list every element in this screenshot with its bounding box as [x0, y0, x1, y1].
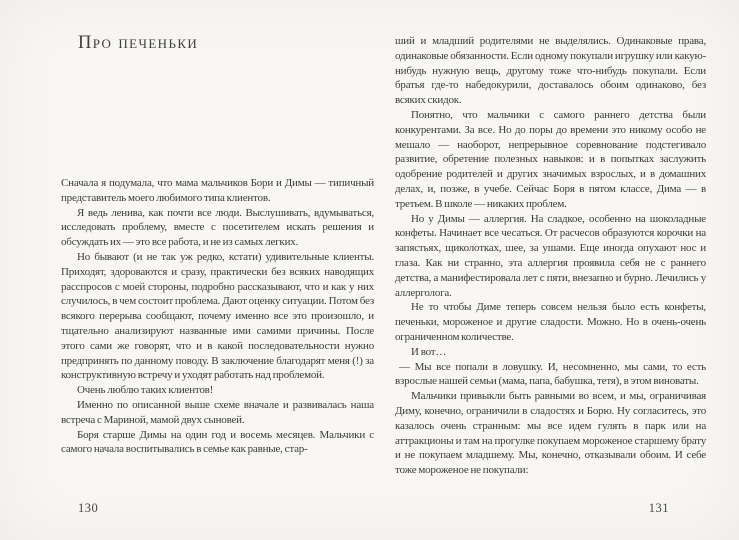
left-page-body-text	[61, 176, 374, 457]
page-number-right: 131	[648, 501, 669, 515]
paragraph: Понятно, что мальчики с самого раннего детства были конкурентами. За все. Но до поры до времени это никому особо не мешало — наоборот, непрерывное соревнование подстегивало развитие, обретение полезных навыков: и в попытках заслужить одобрение родителей и других значимых взрослых, и в домашних делах, и, позже, в учебе. Сейчас Боря в пятом классе, Дима — в третьем. В школе — никаких проблем.	[395, 108, 706, 210]
right-page	[395, 0, 706, 540]
paragraph: Мальчики привыкли быть равными во всем, и мы, ограничивая Диму, конечно, ограничили в сладостях и Борю. Ну согласитесь, это казалось очень странным: мы все идем гулять в парк или на аттракционы и там на прогулке покупаем мороженое старшему брату и не покупаем младшему. Мы, конечно, отказывали обоим. И себе тоже мороженое не покупали:	[395, 390, 706, 477]
paragraph: Очень люблю таких клиентов!	[77, 384, 214, 397]
paragraph: Но бывают (и не так уж редко, кстати) удивительные клиенты. Приходят, здороваются и сразу, практически без всяких наводящих расспросов с моей стороны, подробно рассказывают, что и как у них случилось, в чем состоит проблема. Дают оценку ситуации. Потом без всякого перерыва сообщают, почему именно все это произошло, и тщательно анализируют названные ими самими причины. После этого сами же говорят, что и в какой последовательности нужно предпринять по данному поводу. В заключение благодарят меня (!) за конструктивную встречу и уходят работать над проблемой.	[61, 250, 374, 382]
paragraph: Именно по описанной выше схеме вначале и развивалась наша встреча с Мариной, мамой двух сыновей.	[61, 398, 374, 426]
paragraph: Боря старше Димы на один год и восемь месяцев. Мальчики с самого начала воспитывались в семье как равные, стар-	[61, 428, 374, 456]
paragraph: Но у Димы — аллергия. На сладкое, особенно на шоколадные конфеты. Начинает все чесаться. От расчесов образуются корочки на запястьях, щиколотках, шее, за ушами. Еще иногда опухают нос и глаза. Как ни странно, эта аллергия проявила себя не с раннего детства, а манифестировала лет с пяти, внезапно и бурно. Лечились у аллерголога.	[395, 212, 706, 299]
page-number-left: 130	[78, 501, 99, 515]
paragraph: — Мы все попали в ловушку. И, несомненно, мы сами, то есть взрослые нашей семьи (мама, папа, бабушка, тетя), в этом виноваты.	[395, 360, 706, 388]
chapter-title: Про печеньки	[78, 33, 199, 53]
paragraph: Я ведь ленива, как почти все люди. Выслушивать, вдумываться, исследовать проблему, вместе с посетителем искать решения и обсуждать их — это все работа, и не из самых легких.	[61, 206, 374, 249]
paragraph: Сначала я подумала, что мама мальчиков Бори и Димы — типичный представитель моего любимого типа клиентов.	[61, 177, 374, 204]
paragraph: Не то чтобы Диме теперь совсем нельзя было есть конфеты, печеньки, мороженое и другие сладости. Можно. Но в очень-очень ограниченном количестве.	[395, 301, 706, 343]
paragraph: ший и младший родителями не выделялись. Одинаковые права, одинаковые обязанности. Если одному покупали игрушку или какую-нибудь нужную вещь, другому тоже что-нибудь покупали. Если братья где-то набедокурили, доставалось обоим одинаково, без всяких скидок.	[395, 35, 706, 107]
left-page	[61, 0, 374, 540]
right-page-body-text	[395, 34, 706, 478]
paragraph: И вот…	[411, 345, 447, 358]
